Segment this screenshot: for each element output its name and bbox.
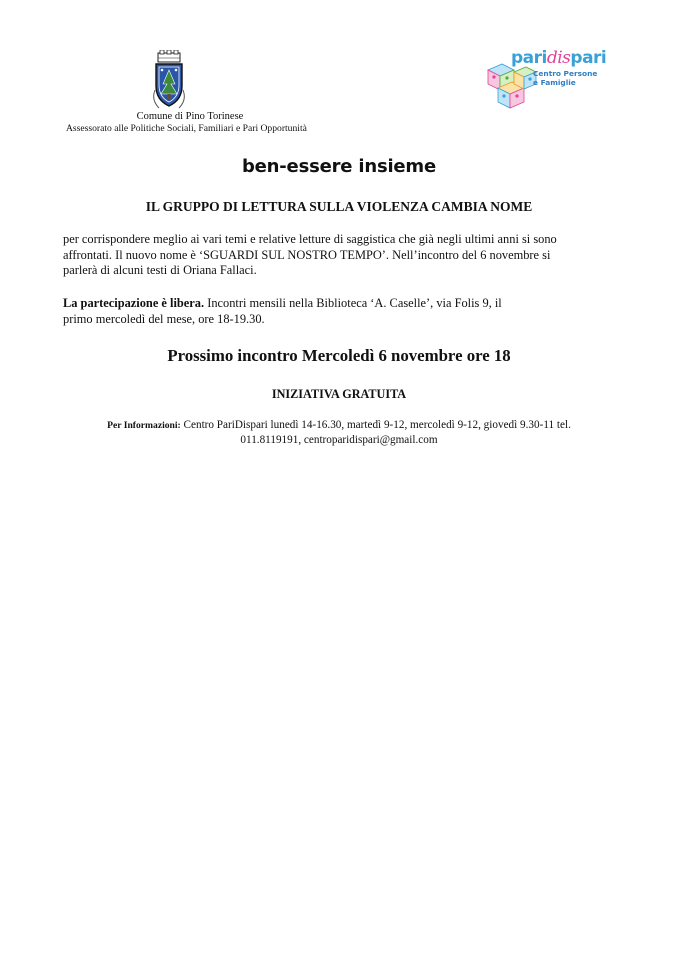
description-line: parlerà di alcuni testi di Oriana Fallaci.: [63, 263, 257, 277]
assessorato-name: Assessorato alle Politiche Sociali, Familiari e Pari Opportunità: [66, 123, 307, 134]
participation-lead: La partecipazione è libera.: [63, 296, 205, 310]
logo-wordmark: [511, 48, 606, 68]
contact-label: Per Informazioni:: [107, 420, 181, 431]
logo-subtitle-line2: e Famiglie: [533, 78, 576, 87]
contact-hours: Centro PariDispari lunedì 14-16.30, martedì 9-12, mercoledì 9-12, giovedì 9.30-11 tel.: [180, 419, 571, 431]
contact-info: [0, 418, 678, 447]
description-line: per corrispondere meglio ai vari temi e relative letture di saggistica che già negli ultimi anni si sono: [63, 232, 557, 246]
free-initiative: INIZIATIVA GRATUITA: [271, 387, 407, 401]
logo-word-part3: pari: [570, 48, 607, 68]
headline: IL GRUPPO DI LETTURA SULLA VIOLENZA CAMBIA NOME: [145, 199, 533, 214]
participation-line: primo mercoledì del mese, ore 18-19.30.: [63, 311, 265, 326]
event-title: ben-essere insieme: [241, 156, 436, 177]
participation-text: Incontri mensili nella Biblioteca ‘A. Caselle’, via Folis 9, il: [204, 296, 502, 310]
next-meeting: Prossimo incontro Mercoledì 6 novembre ore 18: [167, 346, 511, 365]
comune-name: Comune di Pino Torinese: [136, 111, 244, 122]
contact-details: 011.8119191, centroparidispari@gmail.com: [240, 434, 438, 446]
logo-word-part1: pari: [511, 48, 547, 68]
participation-paragraph: [63, 296, 623, 327]
description-line: affrontati. Il nuovo nome è ‘SGUARDI SUL NOSTRO TEMPO’. Nell’incontro del 6 novembre si: [63, 247, 551, 262]
description-paragraph: [63, 232, 623, 279]
municipal-coat-of-arms-icon: [151, 50, 187, 110]
logo-subtitle-line1: Centro Persone: [533, 69, 598, 78]
participation-line: [63, 296, 623, 312]
logo-subtitle: [533, 69, 597, 87]
contact-line: [0, 418, 678, 433]
logo-word-part2: dis: [546, 48, 571, 68]
